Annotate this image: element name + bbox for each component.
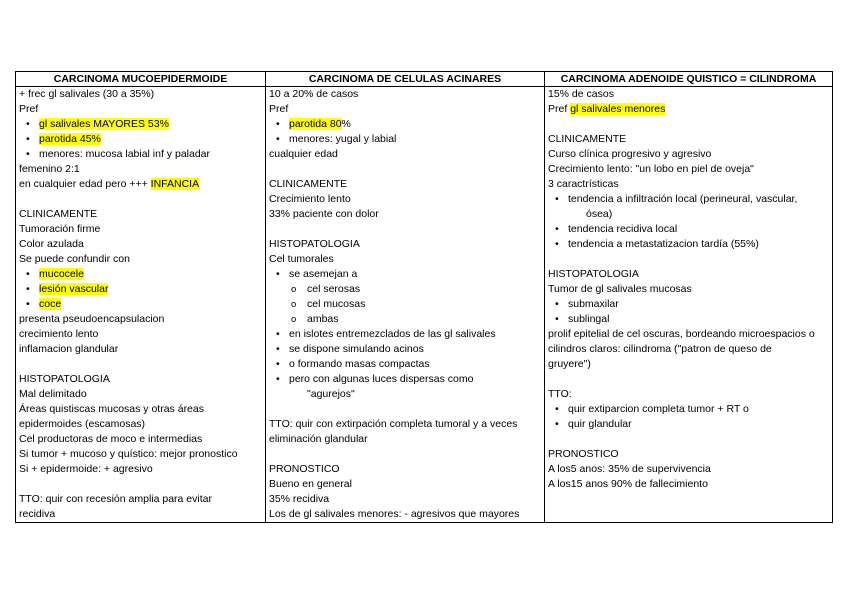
line-text: Se puede confundir con — [19, 253, 130, 265]
text-line — [19, 432, 262, 447]
bullet-item — [548, 417, 829, 432]
highlighted-text: gl salivales menores — [570, 103, 666, 115]
line-text: HISTOPATOLOGIA — [548, 268, 639, 280]
text-line — [548, 102, 829, 117]
content-row — [16, 87, 833, 523]
text-line — [548, 342, 829, 357]
text-line — [19, 87, 262, 102]
line-text: Si + epidermoide: + agresivo — [19, 463, 153, 475]
bullet-item — [548, 222, 829, 237]
text-line — [19, 402, 262, 417]
column-adenoide-quistico — [545, 87, 833, 523]
text-line — [269, 402, 541, 417]
text-line — [19, 342, 262, 357]
text-line — [548, 87, 829, 102]
text-line — [548, 462, 829, 477]
text-line — [269, 477, 541, 492]
text-line — [548, 117, 829, 132]
bullet-item — [548, 312, 829, 327]
bullet-item — [548, 192, 829, 207]
line-text: presenta pseudoencapsulacion — [19, 313, 165, 325]
line-text: Pref — [269, 103, 289, 115]
line-text: Crecimiento lento: "un lobo en piel de oveja" — [548, 163, 754, 175]
line-text: Tumor de gl salivales mucosas — [548, 283, 692, 295]
line-text: CLINICAMENTE — [269, 178, 348, 190]
line-text: Tumoración firme — [19, 223, 101, 235]
line-text: prolif epitelial de cel oscuras, bordeando microespacios o — [548, 328, 815, 340]
line-text: crecimiento lento — [19, 328, 99, 340]
bullet-item — [269, 297, 541, 312]
line-text: + frec gl salivales (30 a 35%) — [19, 88, 155, 100]
line-text: A los15 anos 90% de fallecimiento — [548, 478, 708, 490]
text-line — [269, 492, 541, 507]
text-line — [548, 267, 829, 282]
line-text: en islotes entremezclados de las gl salivales — [289, 328, 496, 340]
line-text: Crecimiento lento — [269, 193, 351, 205]
line-text: A los5 anos: 35% de supervivencia — [548, 463, 711, 475]
line-text: inflamacion glandular — [19, 343, 119, 355]
line-text: TTO: — [548, 388, 572, 400]
line-text: quir extiparcion completa tumor + RT o — [568, 403, 749, 415]
text-line — [19, 252, 262, 267]
bullet-item — [548, 237, 829, 252]
text-line — [19, 192, 262, 207]
bullet-item — [548, 402, 829, 417]
bullet-item — [269, 327, 541, 342]
line-text: cilindros claros: cilindroma ("patron de queso de — [548, 343, 772, 355]
line-text: menores: yugal y labial — [289, 133, 397, 145]
line-text: 35% recidiva — [269, 493, 330, 505]
line-text: recidiva — [19, 508, 56, 520]
line-text: cualquier edad — [269, 148, 338, 160]
bullet-item — [269, 117, 541, 132]
text-line — [548, 447, 829, 462]
text-line — [548, 327, 829, 342]
line-text: tendencia a infiltración local (perineural, vascular, — [568, 193, 798, 205]
text-line — [19, 162, 262, 177]
text-line — [548, 132, 829, 147]
text-line — [269, 507, 541, 522]
text-line — [548, 252, 829, 267]
text-line — [548, 282, 829, 297]
highlighted-text: lesión vascular — [39, 283, 109, 295]
line-text: sublingal — [568, 313, 610, 325]
bullet-item — [269, 132, 541, 147]
text-line — [19, 102, 262, 117]
text-line — [19, 327, 262, 342]
header-mucoepidermoide: CARCINOMA MUCOEPIDERMOIDE — [16, 72, 266, 87]
line-text: 33% paciente con dolor — [269, 208, 379, 220]
line-text: en cualquier edad pero +++ — [19, 178, 151, 190]
bullet-item — [19, 147, 262, 162]
bullet-item — [548, 297, 829, 312]
text-line — [269, 192, 541, 207]
text-line — [19, 372, 262, 387]
bullet-item — [269, 282, 541, 297]
line-text: Pref — [19, 103, 39, 115]
text-line — [269, 162, 541, 177]
text-line — [269, 147, 541, 162]
text-line — [19, 417, 262, 432]
line-text: PRONOSTICO — [269, 463, 340, 475]
line-text: TTO: quir con recesión amplia para evitar — [19, 493, 212, 505]
line-text: quir glandular — [568, 418, 632, 430]
bullet-item — [269, 372, 541, 387]
line-text: 10 a 20% de casos — [269, 88, 359, 100]
line-text: femenino 2:1 — [19, 163, 80, 175]
text-line — [548, 387, 829, 402]
text-line — [19, 237, 262, 252]
text-line — [269, 102, 541, 117]
text-line — [548, 147, 829, 162]
line-text: Bueno en general — [269, 478, 352, 490]
text-line — [269, 252, 541, 267]
bullet-item — [19, 267, 262, 282]
text-line — [269, 462, 541, 477]
header-row — [16, 72, 833, 87]
header-adenoide-quistico: CARCINOMA ADENOIDE QUISTICO = CILINDROMA — [545, 72, 833, 87]
header-celulas-acinares: CARCINOMA DE CELULAS ACINARES — [266, 72, 545, 87]
highlighted-text: parotida 80 — [289, 118, 342, 130]
text-line — [548, 357, 829, 372]
text-line — [548, 372, 829, 387]
line-text: 15% de casos — [548, 88, 614, 100]
line-text: eliminación glandular — [269, 433, 368, 445]
highlighted-text: parotida 45% — [39, 133, 101, 145]
bullet-item — [269, 312, 541, 327]
highlighted-text: gl salivales MAYORES 53% — [39, 118, 169, 130]
line-text: Cel productoras de moco e intermedias — [19, 433, 203, 445]
tumor-comparison-table — [15, 71, 833, 523]
text-line — [19, 507, 262, 522]
text-line — [548, 177, 829, 192]
text-line — [548, 432, 829, 447]
text-line — [269, 177, 541, 192]
bullet-item — [19, 132, 262, 147]
bullet-item — [19, 297, 262, 312]
text-line — [19, 462, 262, 477]
text-line — [269, 87, 541, 102]
line-text: epidermoides (escamosas) — [19, 418, 146, 430]
bullet-item — [269, 357, 541, 372]
line-text: HISTOPATOLOGIA — [269, 238, 360, 250]
highlighted-text: coce — [39, 298, 62, 310]
line-text: ósea) — [586, 208, 613, 220]
bullet-item — [269, 342, 541, 357]
bullet-item — [19, 282, 262, 297]
text-line — [19, 222, 262, 237]
highlighted-text: INFANCIA — [150, 178, 200, 190]
line-text: Pref — [548, 103, 571, 115]
text-line — [19, 207, 262, 222]
line-text: se dispone simulando acinos — [289, 343, 424, 355]
line-text: tendencia recidiva local — [568, 223, 678, 235]
text-line — [269, 387, 541, 402]
bullet-item — [19, 117, 262, 132]
line-text: cel serosas — [307, 283, 361, 295]
line-text: TTO: quir con extirpación completa tumoral y a veces — [269, 418, 518, 430]
line-text: submaxilar — [568, 298, 619, 310]
text-line — [19, 357, 262, 372]
text-line — [269, 417, 541, 432]
line-text: Los de gl salivales menores: - agresivos que mayores — [269, 508, 520, 520]
text-line — [269, 432, 541, 447]
text-line — [269, 447, 541, 462]
text-line — [269, 222, 541, 237]
text-line — [19, 387, 262, 402]
line-text: HISTOPATOLOGIA — [19, 373, 110, 385]
line-text: % — [341, 118, 351, 130]
line-text: Si tumor + mucoso y quístico: mejor pronostico — [19, 448, 238, 460]
line-text: Color azulada — [19, 238, 84, 250]
line-text: 3 caractrísticas — [548, 178, 619, 190]
line-text: CLINICAMENTE — [19, 208, 98, 220]
text-line — [19, 492, 262, 507]
column-mucoepidermoide — [16, 87, 266, 523]
line-text: o formando masas compactas — [289, 358, 430, 370]
line-text: cel mucosas — [307, 298, 366, 310]
column-celulas-acinares — [266, 87, 545, 523]
line-text: Mal delimitado — [19, 388, 87, 400]
line-text: "agurejos" — [307, 388, 355, 400]
line-text: menores: mucosa labial inf y paladar — [39, 148, 211, 160]
text-line — [19, 447, 262, 462]
line-text: PRONOSTICO — [548, 448, 619, 460]
text-line — [548, 477, 829, 492]
line-text: Curso clínica progresivo y agresivo — [548, 148, 712, 160]
highlighted-text: mucocele — [39, 268, 84, 280]
text-line — [19, 477, 262, 492]
text-line — [19, 177, 262, 192]
line-text: Cel tumorales — [269, 253, 334, 265]
line-text: gruyere") — [548, 358, 591, 370]
line-text: CLINICAMENTE — [548, 133, 627, 145]
line-text: pero con algunas luces dispersas como — [289, 373, 474, 385]
text-line — [19, 312, 262, 327]
text-line — [548, 162, 829, 177]
line-text: Áreas quistiscas mucosas y otras áreas — [19, 403, 204, 415]
line-text: se asemejan a — [289, 268, 358, 280]
line-text: ambas — [307, 313, 339, 325]
text-line — [269, 207, 541, 222]
text-line — [548, 207, 829, 222]
text-line — [269, 237, 541, 252]
bullet-item — [269, 267, 541, 282]
line-text: tendencia a metastatizacion tardía (55%) — [568, 238, 759, 250]
